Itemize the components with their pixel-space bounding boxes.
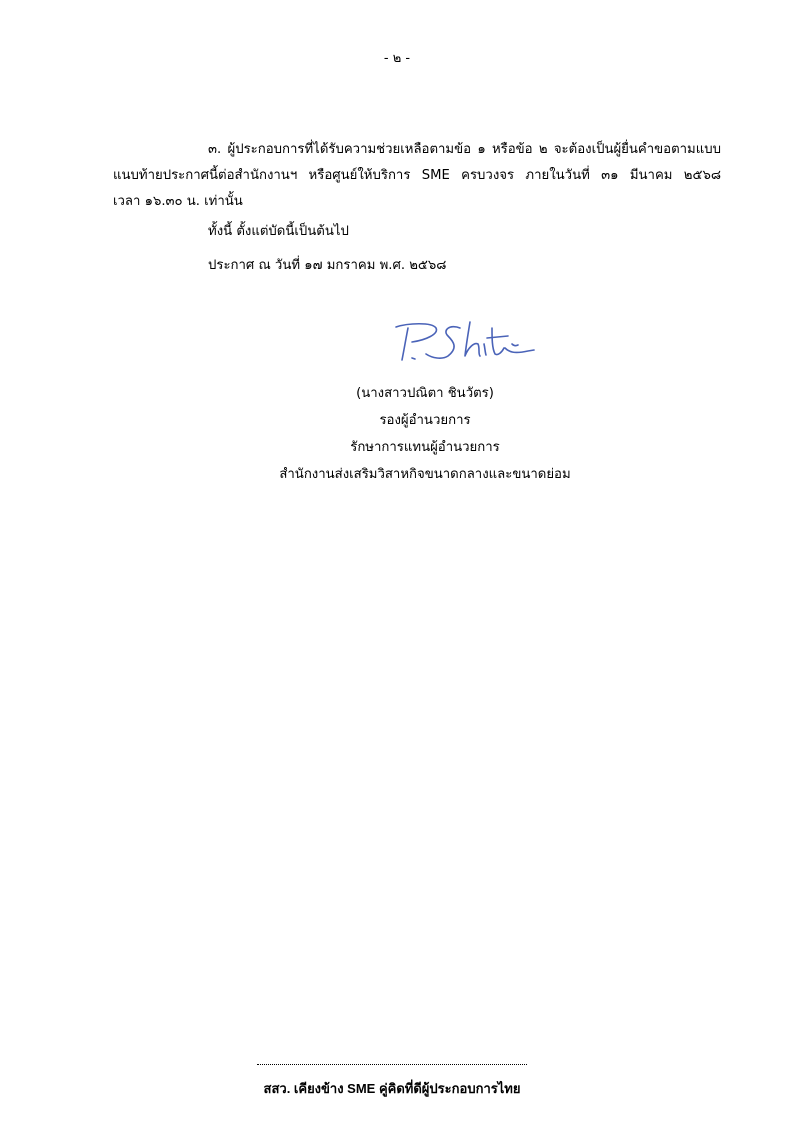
clause-3-line-1: ๓. ผู้ประกอบการที่ได้รับความช่วยเหลือตามข้อ ๑ หรือข้อ ๒ จะต้องเป็นผู้ยื่นคำขอตามแบบ (208, 142, 721, 157)
clause-3-line-2: แนบท้ายประกาศนี้ต่อสำนักงานฯ หรือศูนย์ให้บริการ SME ครบวงจร ภายในวันที่ ๓๑ มีนาคม ๒๕๖๘ (113, 168, 721, 183)
footer-dotted-divider (257, 1064, 527, 1065)
clause-3-paragraph (113, 137, 721, 215)
signatory-acting-position: รักษาการแทนผู้อำนวยการ (350, 440, 500, 455)
signature-image (388, 318, 540, 368)
signatory-name: (นางสาวปณิตา ชินวัตร) (356, 386, 494, 401)
clause-3-line-3: เวลา ๑๖.๓๐ น. เท่านั้น (113, 194, 243, 209)
page-number: - ๒ - (383, 51, 411, 66)
signature-block (260, 380, 590, 488)
signatory-organization: สำนักงานส่งเสริมวิสาหกิจขนาดกลางและขนาดย่อม (279, 467, 571, 482)
announcement-date: ประกาศ ณ วันที่ ๑๗ มกราคม พ.ศ. ๒๕๖๘ (208, 258, 447, 273)
footer-slogan: สสว. เคียงข้าง SME คู่คิดที่ดีผู้ประกอบการไทย (263, 1081, 521, 1096)
effective-statement: ทั้งนี้ ตั้งแต่บัดนี้เป็นต้นไป (208, 224, 349, 239)
signatory-position: รองผู้อำนวยการ (379, 413, 471, 428)
